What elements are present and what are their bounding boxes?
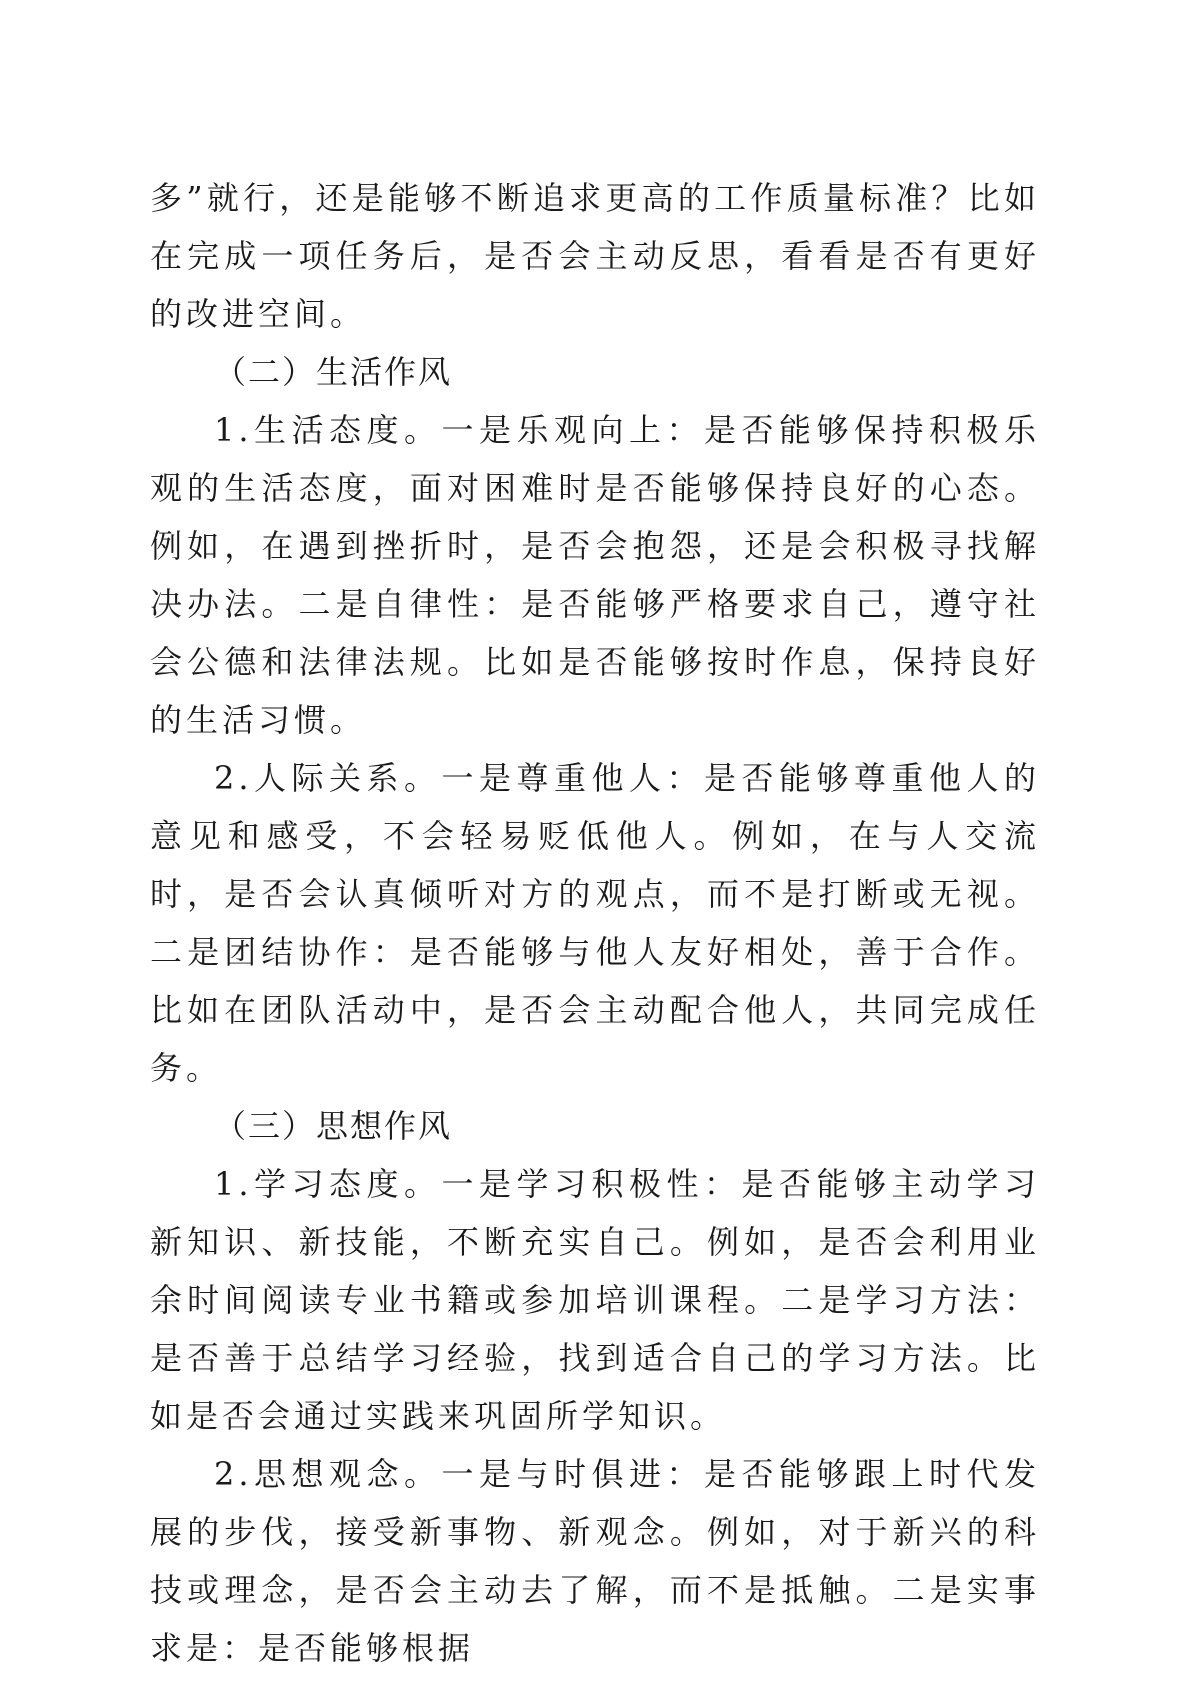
paragraph-interpersonal: 2.人际关系。一是尊重他人：是否能够尊重他人的意见和感受，不会轻易贬低他人。例如，在与人交流时，是否会认真倾听对方的观点，而不是打断或无视。二是团结协作：是否能够与他人友好相处，善于合作。比如在团队活动中，是否会主动配合他人，共同完成任务。 [150, 759, 1040, 1087]
paragraph-continuation: 多”就行，还是能够不断追求更高的工作质量标准？比如在完成一项任务后，是否会主动反思，看看是否有更好的改进空间。 [150, 179, 1040, 333]
document-body [150, 169, 1040, 1677]
paragraph-learning-attitude: 1.学习态度。一是学习积极性：是否能够主动学习新知识、新技能，不断充实自己。例如，是否会利用业余时间阅读专业书籍或参加培训课程。二是学习方法：是否善于总结学习经验，找到适合自己的学习方法。比如是否会通过实践来巩固所学知识。 [150, 1165, 1040, 1435]
paragraph-ideology: 2.思想观念。一是与时俱进：是否能够跟上时代发展的步伐，接受新事物、新观念。例如，对于新兴的科技或理念，是否会主动去了解，而不是抵触。二是实事求是：是否能够根据 [150, 1455, 1040, 1667]
section-heading-thinking: （三）思想作风 [214, 1107, 453, 1145]
paragraph-life-attitude: 1.生活态度。一是乐观向上：是否能够保持积极乐观的生活态度，面对困难时是否能够保持良好的心态。例如，在遇到挫折时，是否会抱怨，还是会积极寻找解决办法。二是自律性：是否能够严格要求自己，遵守社会公德和法律法规。比如是否能够按时作息，保持良好的生活习惯。 [150, 411, 1040, 739]
section-heading-lifestyle: （二）生活作风 [214, 353, 453, 391]
